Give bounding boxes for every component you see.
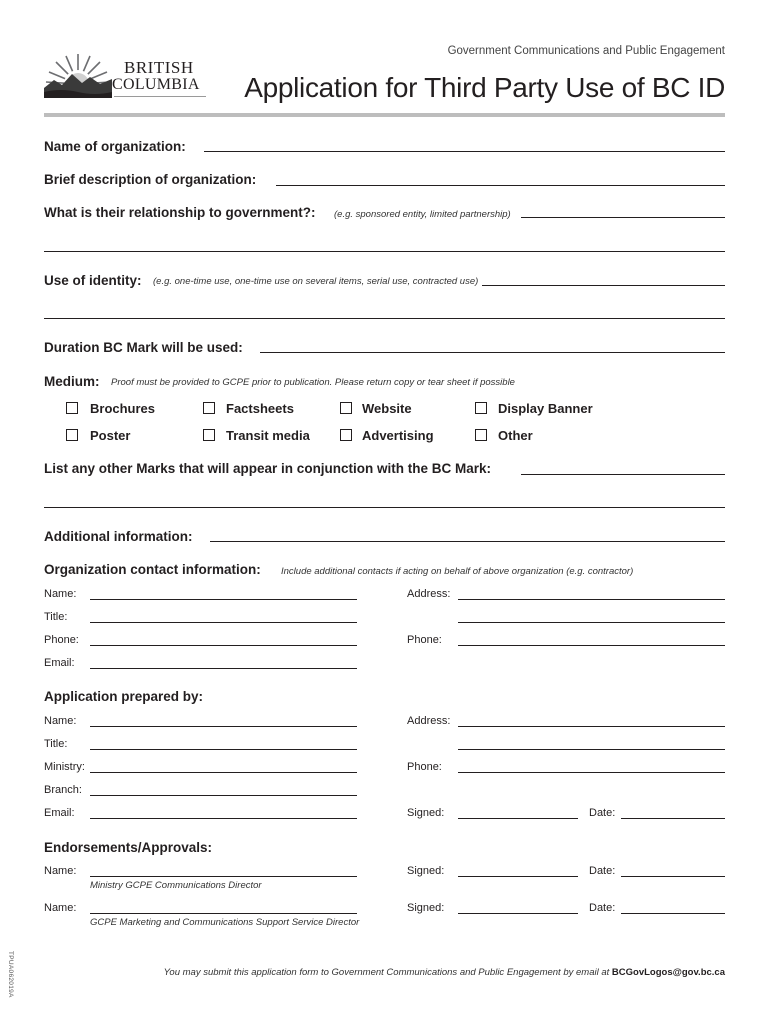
factsheets-checkbox[interactable] [203, 402, 215, 414]
prepared-phone-field[interactable] [458, 772, 725, 773]
endorse-heading: Endorsements/Approvals: [44, 840, 213, 855]
endorse-date2-label: Date: [589, 902, 616, 914]
website-checkbox[interactable] [340, 402, 352, 414]
prepared-address-label: Address: [407, 715, 451, 727]
contact-address-label: Address: [407, 588, 451, 600]
medium-label: Medium: [44, 374, 100, 389]
duration-label: Duration BC Mark will be used: [44, 340, 243, 355]
additional-field[interactable] [210, 541, 725, 542]
prepared-name-label: Name: [44, 715, 77, 727]
other-marks-label: List any other Marks that will appear in conjunction with the BC Mark: [44, 461, 492, 476]
contact-phone-label: Phone: [44, 634, 79, 646]
prepared-date-field[interactable] [621, 818, 725, 819]
prepared-heading: Application prepared by: [44, 689, 204, 704]
endorse-signed1-label: Signed: [407, 865, 445, 877]
contact-address-field-2[interactable] [458, 622, 725, 623]
duration-field[interactable] [260, 352, 725, 353]
transit-media-label: Transit media [226, 428, 310, 443]
contact-name-field[interactable] [90, 599, 357, 600]
endorse-name2-field[interactable] [90, 913, 357, 914]
prepared-email-label: Email: [44, 807, 75, 819]
contact-title-label: Title: [44, 611, 68, 623]
contact-phone-field[interactable] [90, 645, 357, 646]
poster-label: Poster [90, 428, 131, 443]
endorse-name1-field[interactable] [90, 876, 357, 877]
poster-checkbox[interactable] [66, 429, 78, 441]
bc-logo-icon [44, 52, 112, 102]
prepared-ministry-label: Ministry: [44, 761, 85, 773]
display-banner-checkbox[interactable] [475, 402, 487, 414]
additional-label: Additional information: [44, 529, 193, 544]
contact-phone2-label: Phone: [407, 634, 442, 646]
prepared-email-field[interactable] [90, 818, 357, 819]
brief-desc-field[interactable] [276, 185, 725, 186]
advertising-checkbox[interactable] [340, 429, 352, 441]
endorse-date2-field[interactable] [621, 913, 725, 914]
footer-text: You may submit this application form to Government Communications and Public Engagement by email at [163, 967, 610, 978]
prepared-title-field[interactable] [90, 749, 357, 750]
contact-heading: Organization contact information: [44, 562, 261, 577]
contact-phone2-field[interactable] [458, 645, 725, 646]
bc-logo [44, 52, 209, 104]
contact-hint: Include additional contacts if acting on behalf of above organization (e.g. contractor) [281, 566, 634, 577]
use-identity-hint: (e.g. one-time use, one-time use on several items, serial use, contracted use) [153, 276, 479, 287]
website-label: Website [362, 401, 412, 416]
form-code: TPUA062019A [7, 951, 14, 998]
contact-email-label: Email: [44, 657, 75, 669]
endorse-sub2: GCPE Marketing and Communications Support Service Director [90, 917, 360, 928]
prepared-address-field[interactable] [458, 726, 725, 727]
other-marks-field[interactable] [521, 474, 725, 475]
brochures-checkbox[interactable] [66, 402, 78, 414]
other-checkbox[interactable] [475, 429, 487, 441]
relationship-field-2[interactable] [44, 251, 725, 252]
prepared-address-field-2[interactable] [458, 749, 725, 750]
endorse-name2-label: Name: [44, 902, 77, 914]
contact-name-label: Name: [44, 588, 77, 600]
logo-underline [114, 96, 206, 97]
use-identity-field[interactable] [482, 285, 725, 286]
prepared-phone-label: Phone: [407, 761, 442, 773]
org-name-field[interactable] [204, 151, 725, 152]
org-name-label: Name of organization: [44, 139, 186, 154]
endorse-date1-label: Date: [589, 865, 616, 877]
prepared-branch-label: Branch: [44, 784, 82, 796]
prepared-title-label: Title: [44, 738, 68, 750]
footer-email-link[interactable]: BCGovLogos@gov.bc.ca [611, 967, 725, 978]
relationship-label: What is their relationship to government?: [44, 205, 316, 220]
display-banner-label: Display Banner [498, 401, 593, 416]
logo-line1: BRITISH [124, 58, 194, 77]
page-title: Application for Third Party Use of BC ID [244, 72, 725, 103]
relationship-hint: (e.g. sponsored entity, limited partnership) [334, 209, 511, 220]
contact-email-field[interactable] [90, 668, 357, 669]
endorse-sub1: Ministry GCPE Communications Director [90, 880, 262, 891]
brochures-label: Brochures [90, 401, 156, 416]
relationship-field[interactable] [521, 217, 725, 218]
logo-line2: COLUMBIA [112, 76, 200, 93]
contact-title-field[interactable] [90, 622, 357, 623]
factsheets-label: Factsheets [226, 401, 294, 416]
medium-hint: Proof must be provided to GCPE prior to publication. Please return copy or tear sheet if possible [111, 377, 515, 388]
footer-note [164, 967, 725, 978]
department-name: Government Communications and Public Engagement [447, 45, 725, 57]
brief-desc-label: Brief description of organization: [44, 172, 257, 187]
endorse-signed2-field[interactable] [458, 913, 578, 914]
other-label: Other [498, 428, 533, 443]
prepared-signed-label: Signed: [407, 807, 445, 819]
prepared-ministry-field[interactable] [90, 772, 357, 773]
endorse-signed1-field[interactable] [458, 876, 578, 877]
header-rule [44, 113, 725, 117]
endorse-date1-field[interactable] [621, 876, 725, 877]
transit-media-checkbox[interactable] [203, 429, 215, 441]
prepared-date-label: Date: [589, 807, 616, 819]
use-identity-field-2[interactable] [44, 318, 725, 319]
contact-address-field[interactable] [458, 599, 725, 600]
prepared-branch-field[interactable] [90, 795, 357, 796]
endorse-signed2-label: Signed: [407, 902, 445, 914]
prepared-signed-field[interactable] [458, 818, 578, 819]
other-marks-field-2[interactable] [44, 507, 725, 508]
use-identity-label: Use of identity: [44, 273, 142, 288]
advertising-label: Advertising [362, 428, 434, 443]
endorse-name1-label: Name: [44, 865, 77, 877]
prepared-name-field[interactable] [90, 726, 357, 727]
